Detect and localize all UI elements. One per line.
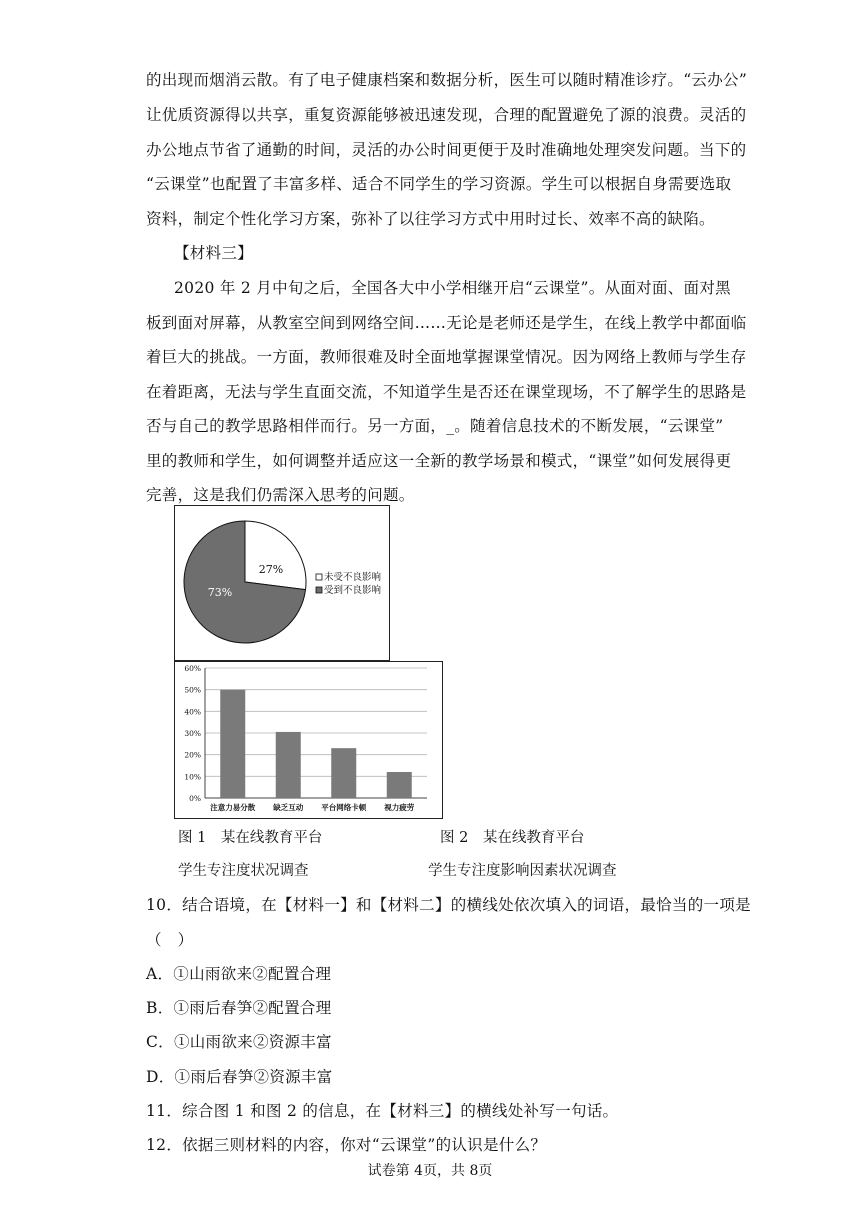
y-tick-label: 40% <box>184 707 201 717</box>
legend-label-affected: 受到不良影响 <box>324 585 382 596</box>
pie-label-unaffected: 27% <box>258 563 284 576</box>
paragraph-line: 资料，制定个性化学习方案，弥补了以往学习方式中用时过长、效率不高的缺陷。 <box>146 210 715 228</box>
option-c: C．①山雨欲来②资源丰富 <box>146 1033 332 1051</box>
pie-label-affected: 73% <box>207 586 233 599</box>
paragraph-line: 办公地点节省了通勤的时间，灵活的办公时间更便于及时准确地处理突发问题。当下的 <box>146 141 747 159</box>
paragraph-line: 让优质资源得以共享，重复资源能够被迅速发现，合理的配置避免了源的浪费。灵活的 <box>146 106 747 124</box>
material3-line: 否与自己的教学思路相伴而行。另一方面，_。随着信息技术的不断发展，“云课堂” <box>146 417 724 435</box>
bar-0 <box>220 690 245 798</box>
paragraph-line: 的出现而烟消云散。有了电子健康档案和数据分析，医生可以随时精准诊疗。“云办公” <box>146 71 748 89</box>
figure2-caption: 图 2 某在线教育平台 <box>440 830 585 846</box>
pie-slice-0 <box>245 521 306 590</box>
page-footer: 试卷第 4页，共 8页 <box>367 1163 493 1179</box>
bar-1 <box>276 732 301 798</box>
material3-line: 在着距离，无法与学生直面交流，不知道学生是否还在课堂现场，不了解学生的思路是 <box>146 383 747 401</box>
paragraph-line: “云课堂”也配置了丰富多样、适合不同学生的学习资源。学生可以根据自身需要选取 <box>146 175 732 193</box>
question-10: 10．结合语境，在【材料一】和【材料二】的横线处依次填入的词语，最恰当的一项是 <box>146 896 751 914</box>
y-tick-label: 30% <box>184 729 201 738</box>
material3-line: 完善，这是我们仍需深入思考的问题。 <box>146 486 415 504</box>
question-10-blank: （ ） <box>146 931 194 949</box>
legend-label-unaffected: 未受不良影响 <box>324 572 382 583</box>
figure1-subcaption: 学生专注度状况调查 <box>178 863 309 879</box>
y-tick-label: 0% <box>189 794 201 803</box>
bar-2 <box>331 748 356 798</box>
pie-chart-figure <box>174 505 390 661</box>
pie-chart <box>175 506 389 660</box>
bar-chart-figure <box>174 661 443 819</box>
material3-line: 里的教师和学生，如何调整并适应这一全新的教学场景和模式，“课堂”如何发展得更 <box>146 452 732 470</box>
x-category-label: 注意力易分散 <box>210 803 256 812</box>
material3-line: 2020 年 2 月中旬之后，全国各大中小学相继开启“云课堂”。从面对面、面对黑 <box>174 279 731 297</box>
x-category-label: 缺乏互动 <box>273 803 304 812</box>
y-tick-label: 10% <box>184 772 201 782</box>
material3-line: 板到面对屏幕，从教室空间到网络空间……无论是老师还是学生，在线上教学中都面临 <box>146 314 747 332</box>
question-12: 12．依据三则材料的内容，你对“云课堂”的认识是什么？ <box>146 1136 547 1154</box>
x-category-label: 视力疲劳 <box>384 803 415 812</box>
option-d: D．①雨后春笋②资源丰富 <box>146 1068 333 1086</box>
figure2-subcaption: 学生专注度影响因素状况调查 <box>428 863 617 879</box>
y-tick-label: 20% <box>184 750 201 760</box>
option-a: A．①山雨欲来②配置合理 <box>146 965 332 983</box>
x-category-label: 平台网络卡顿 <box>321 803 367 812</box>
y-tick-label: 60% <box>184 664 201 673</box>
section-title: 【材料三】 <box>174 244 254 262</box>
question-11: 11．综合图 1 和图 2 的信息，在【材料三】的横线处补写一句话。 <box>146 1102 619 1120</box>
legend-swatch-affected <box>316 587 322 593</box>
material3-line: 着巨大的挑战。一方面，教师很难及时全面地掌握课堂情况。因为网络上教师与学生存 <box>146 348 747 366</box>
legend-swatch-unaffected <box>316 574 322 580</box>
y-tick-label: 50% <box>184 685 201 695</box>
figure1-caption: 图 1 某在线教育平台 <box>178 830 323 846</box>
bar-chart <box>175 662 442 818</box>
bar-3 <box>387 772 412 798</box>
option-b: B．①雨后春笋②配置合理 <box>146 999 332 1017</box>
